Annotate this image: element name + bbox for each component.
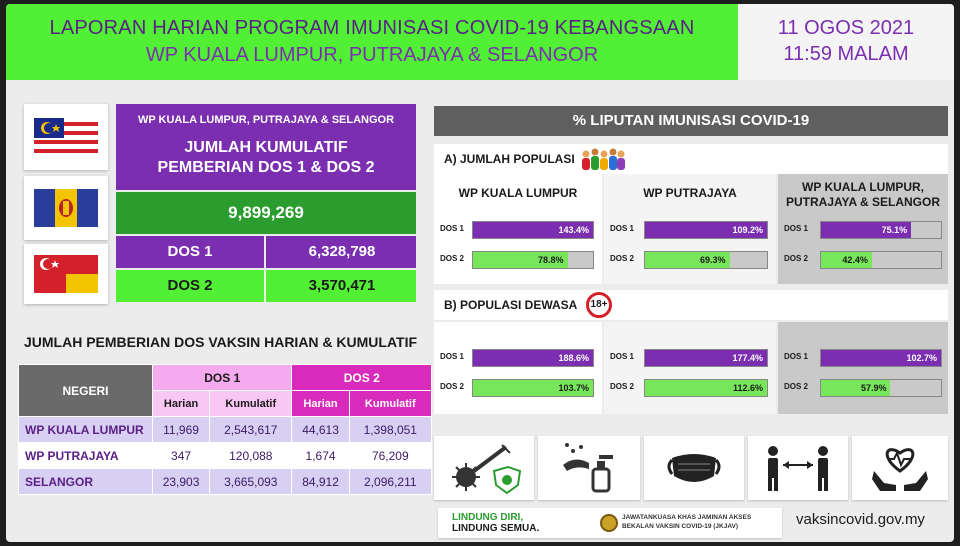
row-d2-kumulatif: 1,398,051: [349, 417, 431, 443]
bar-value: 102.7%: [906, 353, 937, 363]
government-seal-icon: [600, 514, 618, 532]
coverage-title: % LIPUTAN IMUNISASI COVID-19: [434, 106, 948, 136]
bar-value: 103.7%: [558, 383, 589, 393]
cumulative-dos1-row: [116, 236, 416, 268]
physical-distance-icon: [763, 443, 833, 493]
coverage-a-col-kl: [434, 174, 602, 284]
bar-fill-dos1: [473, 222, 593, 238]
bar-track: [472, 349, 594, 367]
bar-track: [820, 221, 942, 239]
bar-value: 78.8%: [538, 255, 564, 265]
handwash-sanitizer-icon: [559, 441, 619, 495]
bar-value: 177.4%: [732, 353, 763, 363]
selangor-flag-icon: [34, 255, 98, 293]
cumulative-dos2-value: 3,570,471: [308, 277, 376, 294]
bar-value: 69.3%: [700, 255, 726, 265]
bar-dos-label: DOS 1: [440, 224, 465, 233]
cumulative-title: [116, 138, 416, 178]
row-d1-harian: 11,969: [153, 417, 210, 443]
cumulative-dos2-label: DOS 2: [116, 270, 266, 302]
bar-fill-dos2: [473, 380, 593, 396]
cumulative-total: 9,899,269: [116, 192, 416, 234]
bar-track: [644, 379, 768, 397]
row-d1-kumulatif: 120,088: [210, 443, 292, 469]
bar-value: 143.4%: [558, 225, 589, 235]
bar-track: [644, 349, 768, 367]
bar-track: [472, 251, 594, 269]
bar-dos-label: DOS 2: [784, 382, 809, 391]
bar-dos-label: DOS 1: [784, 224, 809, 233]
bar-dos-label: DOS 1: [784, 352, 809, 361]
row-d2-kumulatif: 2,096,211: [349, 469, 431, 495]
mask-card: [644, 436, 744, 500]
bar-value: 57.9%: [860, 383, 887, 393]
bar-fill-dos1: [645, 350, 767, 366]
bar-fill-dos2: [821, 380, 890, 396]
vaccine-card: [434, 436, 534, 500]
cumulative-title-line2: PEMBERIAN DOS 1 & DOS 2: [157, 159, 375, 176]
report-frame: [6, 4, 954, 542]
kuala-lumpur-flag-icon: [34, 118, 98, 156]
col-dos1-harian: Harian: [153, 391, 210, 417]
section-b-text: B) POPULASI DEWASA: [444, 298, 578, 312]
bar-fill-dos1: [821, 222, 911, 238]
row-state: WP PUTRAJAYA: [19, 443, 153, 469]
report-time: 11:59 MALAM: [783, 43, 909, 65]
col-dos2-harian: Harian: [292, 391, 349, 417]
kuala-lumpur-flag-card: [24, 104, 108, 170]
col-state-header: NEGERI: [19, 365, 153, 417]
bar-row: [604, 250, 776, 270]
col-dos2-header: DOS 2: [292, 365, 432, 391]
bar-dos-label: DOS 2: [440, 382, 465, 391]
cumulative-dos2-row: [116, 270, 416, 302]
bar-row: [604, 378, 776, 398]
committee-name: [622, 513, 751, 531]
handwash-card: [538, 436, 640, 500]
row-state: SELANGOR: [19, 469, 153, 495]
bar-value: 112.6%: [732, 383, 763, 393]
bar-track: [644, 221, 768, 239]
slogan-line2: LINDUNG SEMUA.: [452, 523, 540, 534]
bar-row: [778, 378, 948, 398]
col-name-all: WP KUALA LUMPUR, PUTRAJAYA & SELANGOR: [785, 180, 941, 209]
row-d2-harian: 84,912: [292, 469, 349, 495]
row-d1-kumulatif: 2,543,617: [210, 417, 292, 443]
table-row: [19, 469, 432, 495]
row-d2-harian: 44,613: [292, 417, 349, 443]
bar-dos-label: DOS 1: [440, 352, 465, 361]
bar-track: [644, 251, 768, 269]
row-d2-harian: 1,674: [292, 443, 349, 469]
care-card: [852, 436, 948, 500]
cumulative-title-line1: JUMLAH KUMULATIF: [184, 139, 348, 156]
bar-fill-dos1: [821, 350, 941, 366]
col-dos1-header: DOS 1: [153, 365, 292, 391]
committee-line2: BEKALAN VAKSIN COVID-19 (JKJAV): [622, 523, 739, 530]
table-title: JUMLAH PEMBERIAN DOS VAKSIN HARIAN & KUMULATIF: [24, 334, 418, 350]
col-name-kl: WP KUALA LUMPUR: [458, 186, 578, 200]
dose-table: [18, 364, 432, 495]
bar-row: [434, 220, 602, 240]
bar-row: [434, 250, 602, 270]
bar-track: [820, 251, 942, 269]
bar-track: [472, 379, 594, 397]
bar-row: [604, 348, 776, 368]
care-heart-icon: [870, 441, 930, 495]
col-name-putrajaya: WP PUTRAJAYA: [643, 186, 737, 200]
population-crowd-icon: [580, 146, 626, 172]
bar-dos-label: DOS 1: [610, 352, 635, 361]
bar-row: [778, 220, 948, 240]
slogan: [452, 512, 539, 534]
coverage-a-col-putrajaya: [604, 174, 776, 284]
row-d1-kumulatif: 3,665,093: [210, 469, 292, 495]
coverage-a-col-all: [778, 174, 948, 284]
cumulative-dos1-value: 6,328,798: [308, 243, 376, 260]
selangor-flag-card: [24, 244, 108, 304]
bar-track: [472, 221, 594, 239]
table-row: [19, 417, 432, 443]
slogan-line1: LINDUNG DIRI,: [452, 512, 524, 523]
bar-value: 75.1%: [881, 225, 908, 235]
bar-dos-label: DOS 2: [440, 254, 465, 263]
col-dos1-kumulatif: Kumulatif: [210, 391, 292, 417]
table-row: [19, 443, 432, 469]
row-d1-harian: 347: [153, 443, 210, 469]
cumulative-region: WP KUALA LUMPUR, PUTRAJAYA & SELANGOR: [137, 114, 395, 126]
row-d2-kumulatif: 76,209: [349, 443, 431, 469]
bar-fill-dos2: [473, 252, 568, 268]
putrajaya-flag-icon: [34, 189, 98, 227]
col-dos2-kumulatif: Kumulatif: [349, 391, 431, 417]
bar-dos-label: DOS 1: [610, 224, 635, 233]
cumulative-dos1-label: DOS 1: [116, 236, 266, 268]
coverage-b-col-putrajaya: [604, 322, 776, 414]
bar-row: [604, 220, 776, 240]
face-mask-icon: [664, 446, 724, 490]
bar-row: [778, 250, 948, 270]
vaccine-virus-icon: [444, 441, 524, 495]
row-state: WP KUALA LUMPUR: [19, 417, 153, 443]
report-date: 11 OGOS 2021: [777, 17, 915, 39]
bar-value: 42.4%: [842, 255, 868, 265]
bar-fill-dos2: [645, 252, 730, 268]
bar-fill-dos2: [645, 380, 767, 396]
committee-line1: JAWATANKUASA KHAS JAMINAN AKSES: [622, 514, 752, 521]
bar-value: 188.6%: [558, 353, 589, 363]
bar-track: [820, 379, 942, 397]
adult-18-plus-badge: 18+: [586, 292, 612, 318]
bar-fill-dos1: [645, 222, 767, 238]
putrajaya-flag-card: [24, 176, 108, 240]
bar-dos-label: DOS 2: [610, 382, 635, 391]
footer-box: [438, 508, 782, 538]
bar-row: [434, 348, 602, 368]
row-d1-harian: 23,903: [153, 469, 210, 495]
coverage-b-col-kl: [434, 322, 602, 414]
bar-fill-dos1: [473, 350, 593, 366]
bar-dos-label: DOS 2: [784, 254, 809, 263]
date-box: [738, 4, 954, 80]
report-title: LAPORAN HARIAN PROGRAM IMUNISASI COVID-19 KEBANGSAAN: [49, 17, 695, 39]
website-link[interactable]: vaksincovid.gov.my: [796, 511, 925, 528]
distance-card: [748, 436, 848, 500]
bar-row: [778, 348, 948, 368]
section-b-label: [434, 290, 948, 320]
bar-fill-dos2: [821, 252, 872, 268]
bar-value: 109.2%: [732, 225, 763, 235]
cumulative-header: [116, 104, 416, 190]
header-banner: [6, 4, 738, 80]
section-a-text: A) JUMLAH POPULASI: [444, 152, 575, 166]
section-a-label: [434, 144, 948, 174]
report-subtitle: WP KUALA LUMPUR, PUTRAJAYA & SELANGOR: [145, 44, 599, 66]
bar-track: [820, 349, 942, 367]
bar-row: [434, 378, 602, 398]
coverage-b-col-all: [778, 322, 948, 414]
bar-dos-label: DOS 2: [610, 254, 635, 263]
